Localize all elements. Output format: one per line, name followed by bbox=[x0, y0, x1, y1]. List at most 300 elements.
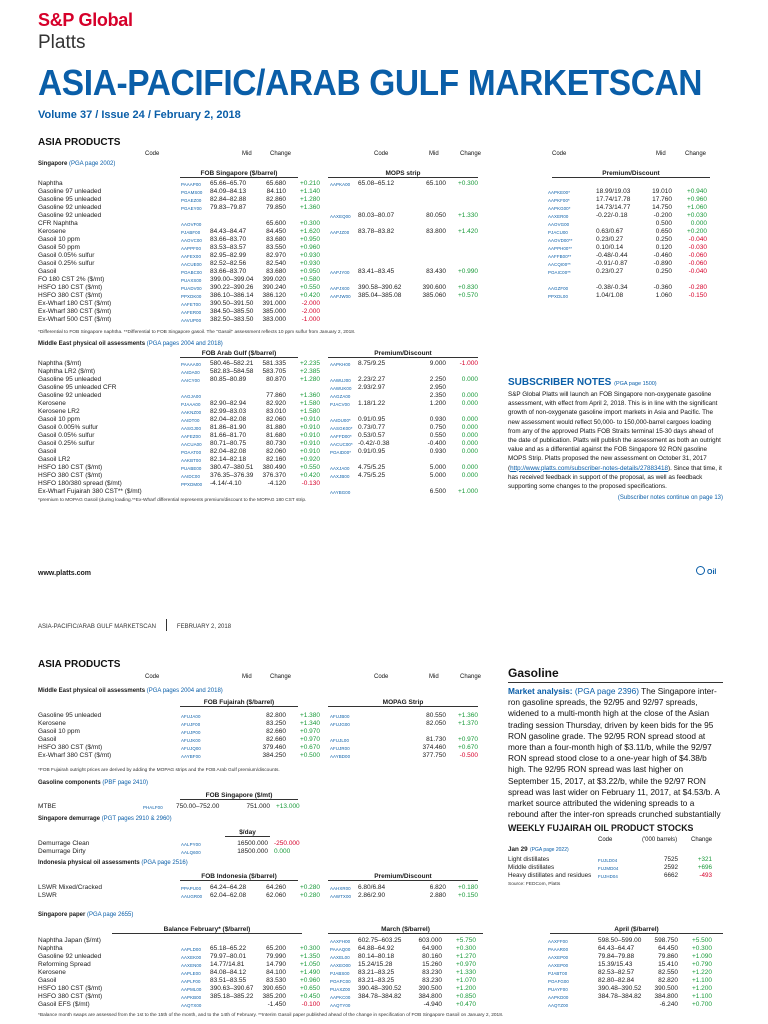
row-code[interactable]: POAAT00 bbox=[181, 450, 202, 455]
row-mid: 64.260 bbox=[266, 884, 286, 891]
row-label: Gasoline 92 unleaded bbox=[38, 204, 102, 211]
col-mid: Mid bbox=[429, 151, 439, 157]
row-code[interactable]: AFUJG00 bbox=[330, 722, 350, 727]
row-change: +1.000 bbox=[457, 488, 478, 495]
row-change: +0.910 bbox=[299, 440, 320, 447]
row-code[interactable]: POAFC00 bbox=[330, 979, 351, 984]
col-code: Code bbox=[145, 674, 160, 680]
row-code[interactable]: PJAAA00 bbox=[181, 402, 201, 407]
row-code[interactable]: AAPKB00 bbox=[181, 995, 202, 1000]
row-mid: 82.800 bbox=[266, 712, 286, 719]
row-code[interactable]: AAPLD00 bbox=[181, 947, 201, 952]
row-mid: 376.370 bbox=[262, 472, 286, 479]
notes-continue-link[interactable]: (Subscriber notes continue on page 13) bbox=[617, 495, 723, 502]
row-code[interactable]: PPXDM00 bbox=[181, 482, 203, 487]
row-change: +0.910 bbox=[299, 432, 320, 439]
row-code[interactable]: AAOVD00** bbox=[548, 238, 573, 243]
table-row bbox=[38, 985, 728, 993]
row-change: +0.420 bbox=[299, 292, 320, 299]
row-code[interactable]: AAPJW00 bbox=[330, 294, 351, 299]
row-mid: 16500.000 bbox=[237, 840, 268, 847]
row-change: +0.550 bbox=[299, 464, 320, 471]
page-ref[interactable]: (PGA page 2002) bbox=[69, 161, 116, 167]
row-label: MTBE bbox=[38, 803, 57, 810]
row-label: Gasoline 92 unleaded bbox=[38, 953, 102, 960]
row-mid: 0.550 bbox=[429, 432, 446, 439]
row-code[interactable]: AAPKH00 bbox=[330, 362, 351, 367]
row-label: HSFO 380 CST ($/mt) bbox=[38, 472, 103, 479]
row-code[interactable]: AAIDU00* bbox=[330, 418, 351, 423]
row-code[interactable]: AAXEK00 bbox=[181, 955, 202, 960]
row-change: +0.700 bbox=[691, 1001, 712, 1008]
row-code[interactable]: PJABS00 bbox=[330, 971, 350, 976]
row-label: Gasoil EFS ($/mt) bbox=[38, 1001, 90, 1008]
row-change: 0.000 bbox=[461, 416, 478, 423]
row-mid: 83.800 bbox=[426, 228, 446, 235]
table-row bbox=[38, 252, 723, 260]
row-code[interactable]: AACQI00** bbox=[548, 262, 571, 267]
row-range: 399.00–399.04 bbox=[210, 276, 254, 283]
row-code[interactable]: PAAAP00 bbox=[181, 182, 201, 187]
row-change: 0.000 bbox=[690, 220, 707, 227]
row-mid: 82.920 bbox=[266, 400, 286, 407]
row-code[interactable]: PAAAR00 bbox=[548, 947, 569, 952]
row-range: 385.18–385.22 bbox=[210, 993, 254, 1000]
col-code: Code bbox=[374, 674, 389, 680]
row-change: -0.280 bbox=[688, 284, 707, 291]
table-row bbox=[508, 872, 723, 880]
row-mid: -1.450 bbox=[267, 1001, 286, 1008]
page-ref[interactable]: (PGA page 2516) bbox=[141, 860, 188, 866]
row-code[interactable]: AFUJR00 bbox=[330, 746, 350, 751]
row-code[interactable]: POAID00* bbox=[330, 450, 352, 455]
row-code[interactable]: PUAYF00 bbox=[548, 987, 568, 992]
page-ref[interactable]: (PGA pages 2004 and 2018) bbox=[146, 688, 223, 694]
row-code[interactable]: PJABF00 bbox=[181, 230, 201, 235]
paper-note: *Balance month swaps are assessed from the 1st to the 15th of the month, and to the 14th of February. **Interim Gasoil paper published ahead of the change in specification of FOB Singapore Gasoil on January 2, 2018. bbox=[38, 1013, 504, 1018]
row-code[interactable]: AAIDC00 bbox=[181, 474, 201, 479]
row-code[interactable]: AAFFB00** bbox=[548, 254, 572, 259]
row-mid: 390.500 bbox=[654, 985, 678, 992]
row-range: 384.78–384.82 bbox=[598, 993, 642, 1000]
row-change: 0.000 bbox=[461, 376, 478, 383]
row-change: +0.930 bbox=[299, 252, 320, 259]
row-mid: 0.120 bbox=[655, 244, 672, 251]
row-mid: 1.200 bbox=[429, 400, 446, 407]
row-change: +0.300 bbox=[691, 945, 712, 952]
row-code[interactable]: AAPJY00 bbox=[330, 270, 350, 275]
row-change: +0.150 bbox=[457, 892, 478, 899]
table-row bbox=[38, 488, 508, 496]
row-mid: 19.010 bbox=[652, 188, 672, 195]
group-fob-fujairah: FOB Fujairah ($/barrel) bbox=[180, 699, 298, 707]
row-range: 80.03–80.07 bbox=[358, 212, 395, 219]
row-change: +2.385 bbox=[299, 368, 320, 375]
row-label: Naphtha bbox=[38, 945, 63, 952]
row-code[interactable]: AAFER00 bbox=[181, 310, 202, 315]
row-code[interactable]: AFUJF00 bbox=[181, 722, 201, 727]
row-mid: 0.930 bbox=[429, 448, 446, 455]
row-code[interactable]: AAPML00 bbox=[181, 987, 202, 992]
table-row bbox=[38, 384, 508, 392]
row-change: -0.030 bbox=[688, 244, 707, 251]
row-mid: 84.110 bbox=[266, 188, 286, 195]
row-label: Gasoil bbox=[38, 977, 57, 984]
row-change: +1.580 bbox=[299, 400, 320, 407]
table-row bbox=[38, 728, 508, 736]
row-label: Naphtha Japan ($/mt) bbox=[38, 937, 101, 944]
row-range: 84.09–84.13 bbox=[210, 188, 247, 195]
row-mid: 62.060 bbox=[266, 892, 286, 899]
row-mid: -0.200 bbox=[653, 212, 672, 219]
row-code[interactable]: AACUC00* bbox=[330, 442, 353, 447]
row-mid: 2.350 bbox=[429, 392, 446, 399]
row-label: Gasoil bbox=[38, 736, 57, 743]
row-label: Gasoil bbox=[38, 268, 57, 275]
row-code[interactable]: FUJMD04 bbox=[598, 866, 619, 871]
row-code[interactable]: AAXEO00 bbox=[330, 963, 351, 968]
page-ref[interactable]: (PGA page 2655) bbox=[87, 912, 134, 918]
group-april: April ($/barrel) bbox=[550, 926, 723, 934]
row-range: 0.63/0.67 bbox=[596, 228, 624, 235]
row-change: 0.000 bbox=[461, 400, 478, 407]
row-range: 390.48–390.52 bbox=[358, 985, 402, 992]
row-code[interactable]: FUJLD04 bbox=[598, 858, 618, 863]
row-mid: 0.650 bbox=[655, 228, 672, 235]
row-code[interactable]: PHALF00 bbox=[143, 805, 163, 810]
table-row bbox=[38, 945, 728, 953]
row-mid: -4.120 bbox=[267, 480, 286, 487]
row-code[interactable]: AAIDA00 bbox=[181, 370, 200, 375]
row-range: 0.91/0.95 bbox=[358, 416, 386, 423]
row-code[interactable]: AAPJZ00 bbox=[330, 230, 350, 235]
row-code[interactable]: AAOVC00 bbox=[181, 238, 202, 243]
table-row bbox=[38, 360, 508, 368]
row-code[interactable]: PGAEY00 bbox=[181, 206, 202, 211]
row-code[interactable]: AAPKF00* bbox=[548, 198, 570, 203]
row-code[interactable]: POABC00 bbox=[181, 270, 202, 275]
table-row bbox=[38, 260, 723, 268]
row-code[interactable]: AFUJA00 bbox=[181, 714, 201, 719]
row-code[interactable]: AAKBT00 bbox=[181, 458, 201, 463]
row-code[interactable]: AASGK00* bbox=[330, 426, 353, 431]
row-range: 8.75/9.25 bbox=[358, 360, 386, 367]
row-code[interactable]: POAIC00** bbox=[548, 270, 571, 275]
row-label: Gasoline 92 unleaded bbox=[38, 392, 102, 399]
row-change: +1.140 bbox=[299, 188, 320, 195]
brand-sub: Platts bbox=[38, 32, 86, 53]
row-range: 82.80–82.84 bbox=[598, 977, 635, 984]
row-range: 390.22–390.26 bbox=[210, 284, 254, 291]
row-code[interactable]: POAFG00 bbox=[548, 979, 569, 984]
row-code[interactable]: AAVUP00 bbox=[181, 318, 202, 323]
table-row bbox=[38, 236, 723, 244]
page-ref[interactable]: (PGA page 2022) bbox=[530, 847, 569, 853]
row-code[interactable]: AAXJB00 bbox=[330, 474, 350, 479]
row-range: 385.04–385.08 bbox=[358, 292, 402, 299]
row-code[interactable]: AAXEN00 bbox=[181, 963, 202, 968]
row-code[interactable]: AAPKA00 bbox=[330, 182, 351, 187]
section-title: ASIA PRODUCTS bbox=[38, 137, 121, 148]
row-code[interactable]: AAPPF00 bbox=[181, 246, 201, 251]
row-label: LSWR bbox=[38, 892, 57, 899]
row-mid: 80.730 bbox=[266, 440, 286, 447]
row-code[interactable]: AAYBD00 bbox=[330, 754, 351, 759]
row-code[interactable]: PGAEZ00 bbox=[181, 198, 202, 203]
table-row bbox=[38, 752, 508, 760]
row-code[interactable]: PPXDL00 bbox=[548, 294, 568, 299]
row-code[interactable]: AASGJ00 bbox=[181, 426, 201, 431]
row-code[interactable]: AAPJX00 bbox=[330, 286, 350, 291]
row-label: HSFO 180 CST ($/mt) bbox=[38, 464, 103, 471]
table-row bbox=[38, 840, 508, 848]
row-mid: 83.230 bbox=[422, 969, 442, 976]
row-range: 81.86–81.90 bbox=[210, 424, 247, 431]
row-label: HSFO 380 CST ($/mt) bbox=[38, 993, 103, 1000]
row-change: +1.050 bbox=[299, 961, 320, 968]
row-label: Gasoil 0.25% sulfur bbox=[38, 260, 95, 267]
row-change: +5.500 bbox=[691, 937, 712, 944]
footer-url[interactable]: www.platts.com bbox=[38, 570, 92, 577]
notes-link[interactable]: http://www.platts.com/subscriber-notes-details/27883418 bbox=[510, 464, 668, 472]
row-code[interactable]: AAQTX00 bbox=[181, 1003, 202, 1008]
row-range: 82.04–82.08 bbox=[210, 448, 247, 455]
row-range: 82.99–83.03 bbox=[210, 408, 247, 415]
row-code[interactable]: AAPKG00* bbox=[548, 206, 571, 211]
row-code[interactable]: AAWUK00 bbox=[330, 386, 352, 391]
group-premium: Premium/Discount bbox=[328, 873, 478, 881]
row-mid: 384.800 bbox=[418, 993, 442, 1000]
row-range: 65.08–65.12 bbox=[358, 180, 395, 187]
row-change: +0.300 bbox=[299, 220, 320, 227]
col-code: Code bbox=[145, 151, 160, 157]
row-change: +0.910 bbox=[299, 416, 320, 423]
row-mid: 14.790 bbox=[266, 961, 286, 968]
row-code[interactable]: AAOVG00 bbox=[548, 222, 570, 227]
row-range: 380.47–380.51 bbox=[210, 464, 254, 471]
row-change: -0.130 bbox=[301, 480, 320, 487]
row-change: +0.970 bbox=[299, 728, 320, 735]
row-code[interactable]: PJACU00 bbox=[548, 230, 568, 235]
row-code[interactable]: PAAAQ00 bbox=[330, 947, 351, 952]
row-code[interactable]: PUADV00 bbox=[181, 286, 202, 291]
table-row bbox=[38, 300, 723, 308]
row-change: +0.210 bbox=[299, 180, 320, 187]
group-mops-strip: MOPS strip bbox=[328, 170, 478, 178]
row-range: -0.38/-0.34 bbox=[596, 284, 628, 291]
row-code[interactable]: AAFEX00 bbox=[181, 254, 201, 259]
row-label: Gasoline 92 unleaded bbox=[38, 212, 102, 219]
row-label: Kerosene bbox=[38, 400, 66, 407]
table-row bbox=[38, 848, 508, 856]
row-code[interactable]: AACUE00 bbox=[181, 262, 202, 267]
row-range: 14.77/14.81 bbox=[210, 961, 245, 968]
row-code[interactable]: AAUGR00 bbox=[181, 894, 203, 899]
row-code[interactable]: AFUJL00 bbox=[330, 738, 350, 743]
table-row bbox=[38, 392, 508, 400]
row-change: +0.650 bbox=[299, 985, 320, 992]
row-code[interactable]: AAXER00 bbox=[548, 214, 569, 219]
row-change: +0.970 bbox=[457, 736, 478, 743]
row-change: +0.500 bbox=[299, 752, 320, 759]
row-change: +1.350 bbox=[299, 953, 320, 960]
row-label: Gasoil 0.25% sulfur bbox=[38, 440, 95, 447]
page-ref[interactable]: (PGA page 2396) bbox=[574, 686, 640, 696]
gasoline-title: Gasoline bbox=[508, 666, 559, 680]
row-code[interactable]: AAQTZ00 bbox=[548, 1003, 569, 1008]
row-code[interactable]: AFUJB00 bbox=[330, 714, 350, 719]
table-row bbox=[38, 464, 508, 472]
oil-drop-icon bbox=[696, 566, 705, 575]
row-mid: 83.430 bbox=[426, 268, 446, 275]
row-code[interactable]: PUAXZ00 bbox=[330, 987, 351, 992]
row-mid: -4.940 bbox=[423, 1001, 442, 1008]
row-code[interactable]: AAPLE00 bbox=[181, 971, 201, 976]
demurrage-table bbox=[38, 840, 508, 856]
row-range: 0.91/0.95 bbox=[358, 448, 386, 455]
table-row bbox=[38, 276, 723, 284]
row-change: -2.000 bbox=[301, 300, 320, 307]
row-mid: 384.250 bbox=[262, 752, 286, 759]
row-code[interactable]: AAXFF00 bbox=[548, 939, 568, 944]
row-mid: 385.000 bbox=[262, 308, 286, 315]
row-mid: 385.060 bbox=[422, 292, 446, 299]
row-code[interactable]: PUABE00 bbox=[181, 466, 202, 471]
row-mid: 0.250 bbox=[655, 236, 672, 243]
row-mid: 0.500 bbox=[655, 220, 672, 227]
row-code[interactable]: AAKNZ00 bbox=[181, 410, 202, 415]
row-mid: 385.200 bbox=[262, 993, 286, 1000]
row-change: +1.360 bbox=[299, 204, 320, 211]
row-range: 82.14–82.18 bbox=[210, 456, 247, 463]
row-mid: 17.760 bbox=[652, 196, 672, 203]
row-mid: 83.250 bbox=[266, 720, 286, 727]
row-change: +0.970 bbox=[299, 736, 320, 743]
row-code[interactable]: AAGJA00 bbox=[181, 394, 201, 399]
row-change: +0.930 bbox=[299, 260, 320, 267]
row-code[interactable]: AAFEZ00 bbox=[181, 434, 201, 439]
row-change: +0.950 bbox=[299, 268, 320, 275]
row-code[interactable]: AAYBG00 bbox=[330, 490, 351, 495]
row-code[interactable]: AAWTX00 bbox=[330, 894, 352, 899]
mideast-note: *premium to MOPAG Gasoil (during loading.**Ex-Wharf differential represents premium/discount to the MOPAG 180 CST strip. bbox=[38, 498, 307, 503]
row-code[interactable]: AAGZF00 bbox=[548, 286, 569, 291]
row-mid: 391.000 bbox=[262, 300, 286, 307]
row-range: 83.66–83.70 bbox=[210, 236, 247, 243]
group-fob-arab-gulf: FOB Arab Gulf ($/barrel) bbox=[180, 350, 298, 358]
row-mid: 81.730 bbox=[426, 736, 446, 743]
row-code[interactable]: AAFFD00* bbox=[330, 434, 352, 439]
row-range: 64.43–64.47 bbox=[598, 945, 635, 952]
table-row bbox=[38, 993, 728, 1001]
row-code[interactable]: AALQ600 bbox=[181, 850, 201, 855]
row-code[interactable]: AAGZA00 bbox=[330, 394, 351, 399]
row-mid: 2.250 bbox=[429, 376, 446, 383]
row-mid: 82.970 bbox=[266, 252, 286, 259]
row-code[interactable]: PJABT00 bbox=[548, 971, 568, 976]
row-label: Gasoline 95 unleaded bbox=[38, 712, 102, 719]
row-code[interactable]: AAPPH00** bbox=[548, 246, 573, 251]
row-label: Ex-Wharf 180 CST ($/mt) bbox=[38, 300, 112, 307]
row-code[interactable]: PGAMS00 bbox=[181, 190, 203, 195]
row-change: +321 bbox=[697, 856, 712, 863]
table-row bbox=[38, 196, 723, 204]
row-change: +0.200 bbox=[686, 228, 707, 235]
row-code[interactable]: AAPKE00* bbox=[548, 190, 571, 195]
page-ref[interactable]: (PBF page 2410) bbox=[102, 780, 149, 786]
row-code[interactable]: AAICY00 bbox=[181, 378, 200, 383]
row-code[interactable]: AFUJK00 bbox=[181, 738, 201, 743]
row-range: 14.73/14.77 bbox=[596, 204, 631, 211]
row-code[interactable]: PUAXS00 bbox=[181, 278, 202, 283]
row-code[interactable]: AAIDT00 bbox=[181, 418, 200, 423]
row-code[interactable]: FUJHD04 bbox=[598, 874, 618, 879]
row-code[interactable]: AAOVF00 bbox=[181, 222, 202, 227]
row-mid: -6.240 bbox=[659, 1001, 678, 1008]
page-ref[interactable]: (PGA page 1500) bbox=[614, 381, 657, 387]
row-code[interactable]: AAPKC00 bbox=[330, 995, 351, 1000]
row-mid: 399.020 bbox=[262, 276, 286, 283]
row-range: 382.50–383.50 bbox=[210, 316, 254, 323]
row-code[interactable]: PPAPU00 bbox=[181, 886, 202, 891]
row-label: Naphtha bbox=[38, 180, 63, 187]
row-mid: 77.860 bbox=[266, 392, 286, 399]
row-code[interactable]: AAXEL00 bbox=[330, 955, 350, 960]
row-change: +696 bbox=[697, 864, 712, 871]
row-code[interactable]: AAQTY00 bbox=[330, 1003, 351, 1008]
row-mid: 581.335 bbox=[262, 360, 286, 367]
row-code[interactable]: AAXJA00 bbox=[330, 466, 350, 471]
row-code[interactable]: PJACV00 bbox=[330, 402, 350, 407]
group-balance: Balance February* ($/barrel) bbox=[112, 926, 302, 934]
row-mid: 15.260 bbox=[422, 961, 442, 968]
indonesia-table bbox=[38, 884, 508, 900]
page-ref[interactable]: (PGT pages 2910 & 2960) bbox=[101, 816, 172, 822]
row-change: +1.280 bbox=[299, 196, 320, 203]
row-code[interactable]: AAXEQ00 bbox=[330, 214, 351, 219]
row-code[interactable]: AFUJQ00 bbox=[181, 746, 201, 751]
row-code[interactable]: AAXFH00 bbox=[330, 939, 351, 944]
row-range: 390.50–391.50 bbox=[210, 300, 254, 307]
singapore-label: Singapore (PGA page 2002) bbox=[38, 161, 116, 167]
row-range: 81.66–81.70 bbox=[210, 432, 247, 439]
page-ref[interactable]: (PGA pages 2004 and 2018) bbox=[146, 341, 223, 347]
row-code[interactable]: PPXDK00 bbox=[181, 294, 202, 299]
row-range: 580.46–582.21 bbox=[210, 360, 254, 367]
row-code[interactable]: AFUJP00 bbox=[181, 730, 201, 735]
row-mid: 79.850 bbox=[266, 204, 286, 211]
row-code[interactable]: AAYBF00 bbox=[181, 754, 201, 759]
row-code[interactable]: AAPLF00 bbox=[181, 979, 201, 984]
row-change: 0.000 bbox=[461, 424, 478, 431]
row-change: +0.910 bbox=[299, 424, 320, 431]
row-code[interactable]: AAWUJ00 bbox=[330, 378, 351, 383]
row-range: 79.97–80.01 bbox=[210, 953, 247, 960]
row-code[interactable]: AAPKD00 bbox=[548, 995, 569, 1000]
row-code[interactable]: AALPY00 bbox=[181, 842, 201, 847]
row-code[interactable]: AAHXR00 bbox=[330, 886, 351, 891]
row-change: +0.960 bbox=[299, 977, 320, 984]
row-mid: 82.060 bbox=[266, 448, 286, 455]
row-code[interactable]: AAXEP00 bbox=[548, 963, 569, 968]
row-code[interactable]: AAXEP00 bbox=[548, 955, 569, 960]
row-code[interactable]: AACUA00 bbox=[181, 442, 202, 447]
row-code[interactable]: PAAAA00 bbox=[181, 362, 201, 367]
row-code[interactable]: AAFET00 bbox=[181, 302, 201, 307]
gasoline-body: Market analysis: (PGA page 2396) The Singapore inter-ron gasoline spreads, the 92/95 and 92/97 spreads, widened to a multi-month high at the close of the Asian trading session Thursday, driven by keen bids for the 95 RON gasoline grade. The 92/95 RON spread stood at more than a four-month high of $3.11/b, while the 92/97 RON spread stood close to a one-year high of $4.38/b high. The 92/95 RON spread was last higher on September 15, 2017, at $3.22/b, while the 92/97 RON spread was last wider on February 11, 2017, at $4.53/b. A market source attributed the widening spreads to a rebound after the inter-ron spreads crunched substantially bbox=[508, 686, 721, 820]
row-change: +0.580 bbox=[299, 276, 320, 283]
row-mid: 5.000 bbox=[429, 464, 446, 471]
